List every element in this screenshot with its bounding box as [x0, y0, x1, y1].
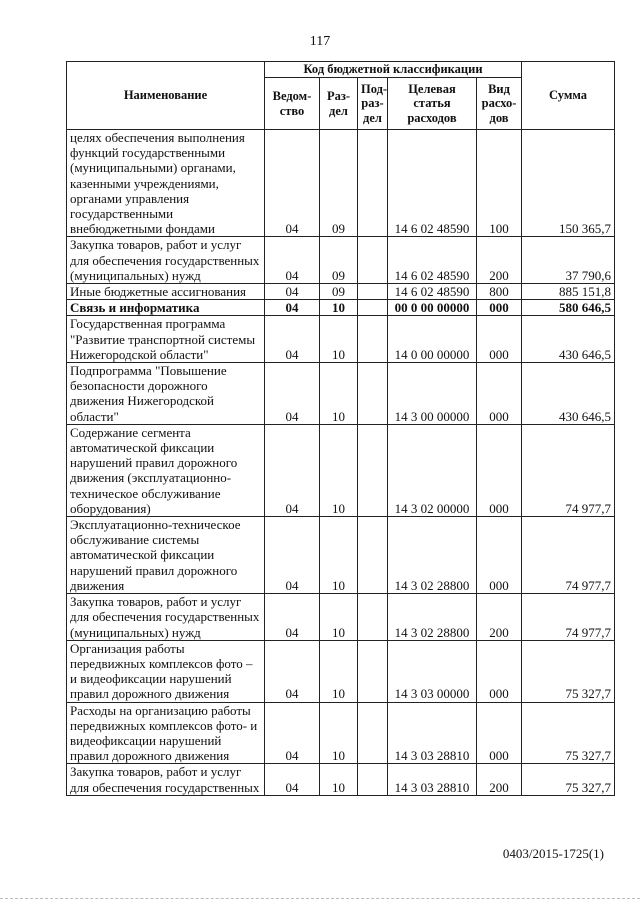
- row-target-cell: 14 3 00 00000: [388, 363, 477, 425]
- row-sum-cell: 37 790,6: [522, 237, 615, 284]
- row-sum-cell: 75 327,7: [522, 764, 615, 795]
- row-sum-cell: 74 977,7: [522, 424, 615, 516]
- row-podrazdel-cell: [358, 130, 388, 237]
- table-row: [67, 640, 615, 702]
- row-sum-cell: 430 646,5: [522, 363, 615, 425]
- row-razdel-cell: 10: [320, 424, 358, 516]
- row-podrazdel-cell: [358, 517, 388, 594]
- row-podrazdel-cell: [358, 284, 388, 300]
- table-row: [67, 424, 615, 516]
- row-podrazdel-cell: [358, 640, 388, 702]
- row-name-cell: Эксплуатационно-техническое обслуживание системы автоматической фиксации нарушений правил дорожного движения: [67, 517, 265, 594]
- row-sum-cell: 74 977,7: [522, 517, 615, 594]
- row-target-cell: 14 6 02 48590: [388, 237, 477, 284]
- row-vid-cell: 800: [477, 284, 522, 300]
- row-razdel-cell: 09: [320, 237, 358, 284]
- row-vid-cell: 000: [477, 316, 522, 363]
- row-vid-cell: 000: [477, 363, 522, 425]
- row-razdel-cell: 09: [320, 130, 358, 237]
- row-vedomstvo-cell: 04: [265, 764, 320, 795]
- row-name-cell: целях обеспечения выполнения функций государственными (муниципальными) органами, казенными учреждениями, органами управления государственными внебюджетными фондами: [67, 130, 265, 237]
- header-target: Целевая статья расходов: [388, 78, 477, 130]
- budget-table: [66, 61, 615, 796]
- row-vedomstvo-cell: 04: [265, 130, 320, 237]
- row-name-cell: Расходы на организацию работы передвижных комплексов фото- и видеофиксации нарушений правил дорожного движения: [67, 702, 265, 764]
- row-podrazdel-cell: [358, 764, 388, 795]
- row-vedomstvo-cell: 04: [265, 702, 320, 764]
- row-name-cell: Содержание сегмента автоматической фиксации нарушений правил дорожного движения (эксплуатационно-техническое обслуживание оборудования): [67, 424, 265, 516]
- row-vedomstvo-cell: 04: [265, 300, 320, 316]
- row-vid-cell: 000: [477, 640, 522, 702]
- row-name-cell: Закупка товаров, работ и услуг для обеспечения государственных: [67, 764, 265, 795]
- row-vid-cell: 200: [477, 594, 522, 641]
- row-target-cell: 14 3 03 00000: [388, 640, 477, 702]
- row-target-cell: 14 6 02 48590: [388, 284, 477, 300]
- row-vedomstvo-cell: 04: [265, 640, 320, 702]
- header-vedomstvo: Ведом-ство: [265, 78, 320, 130]
- row-razdel-cell: 10: [320, 300, 358, 316]
- document-code: 0403/2015-1725(1): [502, 846, 604, 861]
- row-razdel-cell: 10: [320, 594, 358, 641]
- row-podrazdel-cell: [358, 300, 388, 316]
- row-sum-cell: 74 977,7: [522, 594, 615, 641]
- row-target-cell: 14 6 02 48590: [388, 130, 477, 237]
- header-podrazdel: Под-раз-дел: [358, 78, 388, 130]
- table-row: [67, 316, 615, 363]
- row-vid-cell: 000: [477, 300, 522, 316]
- row-target-cell: 14 3 03 28810: [388, 702, 477, 764]
- row-vedomstvo-cell: 04: [265, 594, 320, 641]
- page-number: 117: [309, 34, 331, 49]
- row-vedomstvo-cell: 04: [265, 517, 320, 594]
- row-vid-cell: 000: [477, 517, 522, 594]
- row-vedomstvo-cell: 04: [265, 316, 320, 363]
- table-row: [67, 764, 615, 795]
- row-razdel-cell: 10: [320, 702, 358, 764]
- row-razdel-cell: 10: [320, 517, 358, 594]
- row-target-cell: 14 3 02 28800: [388, 517, 477, 594]
- row-vid-cell: 200: [477, 237, 522, 284]
- row-target-cell: 14 3 02 28800: [388, 594, 477, 641]
- page-edge-divider: [0, 898, 640, 899]
- row-sum-cell: 430 646,5: [522, 316, 615, 363]
- row-podrazdel-cell: [358, 594, 388, 641]
- row-razdel-cell: 10: [320, 316, 358, 363]
- row-vedomstvo-cell: 04: [265, 363, 320, 425]
- row-name-cell: Закупка товаров, работ и услуг для обеспечения государственных (муниципальных) нужд: [67, 594, 265, 641]
- row-name-cell: Связь и информатика: [67, 300, 265, 316]
- row-razdel-cell: 10: [320, 363, 358, 425]
- row-sum-cell: 75 327,7: [522, 702, 615, 764]
- table-row: [67, 130, 615, 237]
- row-podrazdel-cell: [358, 316, 388, 363]
- table-row: [67, 284, 615, 300]
- row-target-cell: 14 3 02 00000: [388, 424, 477, 516]
- header-name: Наименование: [67, 62, 265, 130]
- row-vid-cell: 000: [477, 424, 522, 516]
- row-vid-cell: 000: [477, 702, 522, 764]
- row-sum-cell: 150 365,7: [522, 130, 615, 237]
- row-name-cell: Государственная программа "Развитие транспортной системы Нижегородской области": [67, 316, 265, 363]
- table-row: [67, 237, 615, 284]
- row-razdel-cell: 09: [320, 284, 358, 300]
- table-row: [67, 517, 615, 594]
- row-vedomstvo-cell: 04: [265, 424, 320, 516]
- row-vedomstvo-cell: 04: [265, 284, 320, 300]
- row-name-cell: Организация работы передвижных комплексов фото – и видеофиксации нарушений правил дорожного движения: [67, 640, 265, 702]
- row-vid-cell: 200: [477, 764, 522, 795]
- row-vedomstvo-cell: 04: [265, 237, 320, 284]
- row-name-cell: Иные бюджетные ассигнования: [67, 284, 265, 300]
- row-vid-cell: 100: [477, 130, 522, 237]
- row-sum-cell: 580 646,5: [522, 300, 615, 316]
- row-target-cell: 14 0 00 00000: [388, 316, 477, 363]
- row-target-cell: 00 0 00 00000: [388, 300, 477, 316]
- row-podrazdel-cell: [358, 424, 388, 516]
- row-name-cell: Закупка товаров, работ и услуг для обеспечения государственных (муниципальных) нужд: [67, 237, 265, 284]
- row-podrazdel-cell: [358, 237, 388, 284]
- row-podrazdel-cell: [358, 363, 388, 425]
- header-kbk-group: Код бюджетной классификации: [265, 62, 522, 78]
- table-row: [67, 300, 615, 316]
- header-vid: Вид расхо-дов: [477, 78, 522, 130]
- row-sum-cell: 75 327,7: [522, 640, 615, 702]
- table-row: [67, 594, 615, 641]
- row-sum-cell: 885 151,8: [522, 284, 615, 300]
- row-name-cell: Подпрограмма "Повышение безопасности дорожного движения Нижегородской области": [67, 363, 265, 425]
- row-podrazdel-cell: [358, 702, 388, 764]
- header-razdel: Раз-дел: [320, 78, 358, 130]
- row-razdel-cell: 10: [320, 764, 358, 795]
- table-row: [67, 702, 615, 764]
- row-razdel-cell: 10: [320, 640, 358, 702]
- table-row: [67, 363, 615, 425]
- header-sum: Сумма: [522, 62, 615, 130]
- row-target-cell: 14 3 03 28810: [388, 764, 477, 795]
